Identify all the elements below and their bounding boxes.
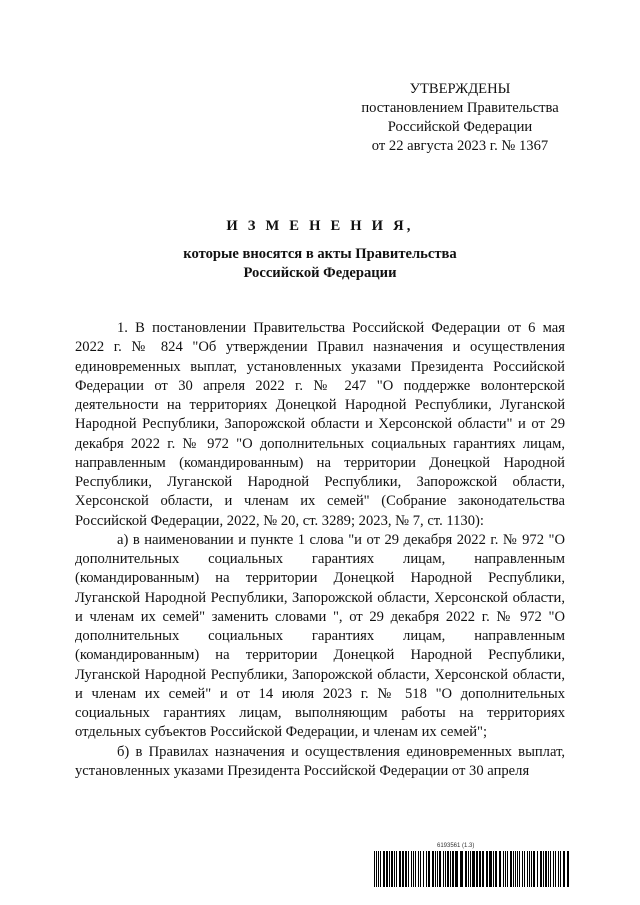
barcode-caption: 6193561 (1.3) — [437, 843, 475, 849]
document-barcode — [374, 842, 570, 887]
barcode-icon — [374, 851, 570, 887]
document-body — [75, 319, 565, 781]
subtitle-line-1: которые вносятся в акты Правительства — [183, 246, 457, 262]
document-subtitle — [0, 245, 640, 283]
approval-government-line: Российской Федерации — [387, 119, 533, 135]
document-title: И З М Е Н Е Н И Я, — [226, 218, 414, 234]
paragraph-a: а) в наименовании и пункте 1 слова "и от 29 декабря 2022 г. № 972 "О дополнительных социальных гарантиях лицам, направленным (командированным) на территории Донецкой Народной Республики, Луганской Народной Республики, Запорожской области, Херсонской области, и членам их семей" заменить словами ", от 29 декабря 2022 г. № 972 "О дополнительных социальных гарантиях лицам, направленным (командированным) на территории Донецкой Народной Республики, Луганской Народной Республики, Запорожской области, Херсонской области, и членам их семей" и от 14 июля 2023 г. № 518 "О дополнительных социальных гарантиях лицам, выполняющим работы на территориях отдельных субъектов Российской Федерации, и членам их семей"; — [75, 531, 565, 741]
approval-stamp — [340, 80, 580, 156]
paragraph-1: 1. В постановлении Правительства Российской Федерации от 6 мая 2022 г. № 824 "Об утверждении Правил назначения и осуществления единовременных выплат, установленных указами Президента Российской Федерации от 30 апреля 2022 г. № 247 "О поддержке волонтерской деятельности на территориях Донецкой Народной Республики, Луганской Народной Республики, Запорожской области и Херсонской области" и от 29 декабря 2022 г. № 972 "О дополнительных социальных гарантиях лицам, направленным (командированным) на территории Донецкой Народной Республики, Луганской Народной Республики, Запорожской области, Херсонской области, и членам их семей" (Собрание законодательства Российской Федерации, 2022, № 20, ст. 3289; 2023, № 7, ст. 1130): — [75, 320, 565, 529]
approval-title: УТВЕРЖДЕНЫ — [409, 81, 511, 97]
approval-date-number: от 22 августа 2023 г. № 1367 — [371, 138, 549, 154]
approval-decree-line: постановлением Правительства — [361, 100, 559, 116]
paragraph-b: б) в Правилах назначения и осуществления единовременных выплат, установленных указами Президента Российской Федерации от 30 апреля — [75, 743, 565, 779]
subtitle-line-2: Российской Федерации — [243, 265, 397, 281]
